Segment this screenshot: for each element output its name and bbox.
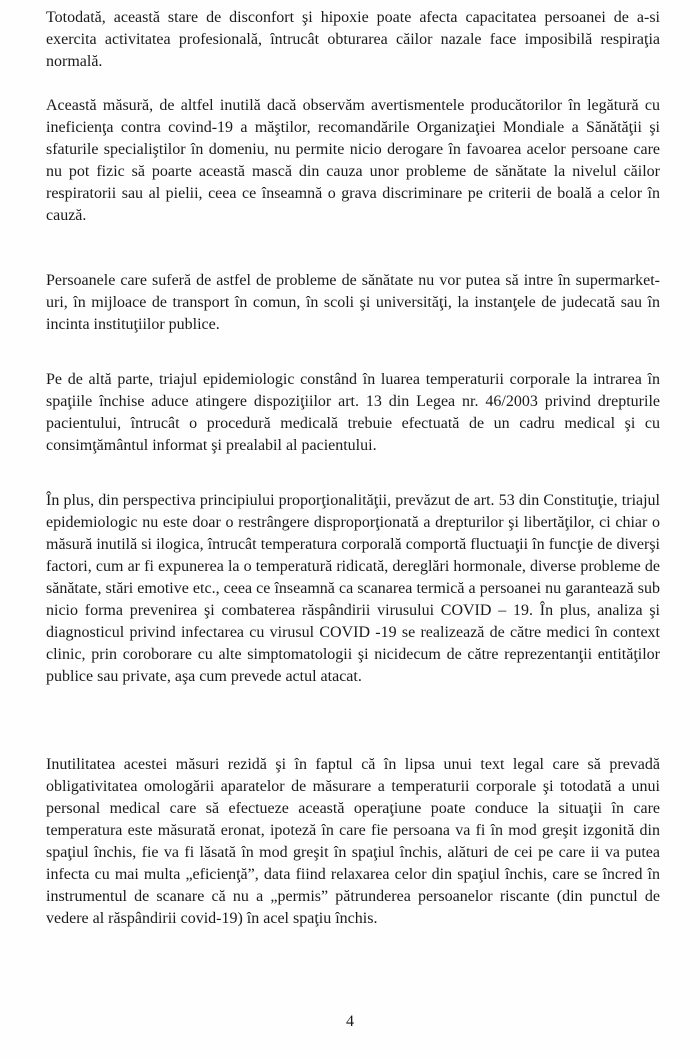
- paragraph-access-restrictions: Persoanele care suferă de astfel de probleme de sănătate nu vor putea să intre în supermarket-uri, în mijloace de transport în comun, în scoli şi universităţi, la instanţele de judecată sau în incinta instituţiilor publice.: [46, 272, 660, 333]
- paragraph-proportionality: În plus, din perspectiva principiului proporţionalităţii, prevăzut de art. 53 din Constituţie, triajul epidemiologic nu este doar o restrângere disproporţionată a drepturilor şi libertăţilor, ci chiar o măsură inutilă si ilogica, întrucât temperatura corporală comportă fluctuaţii în funcţie de diverşi factori, cum ar fi expunerea la o temperatură ridicată, dereglări hormonale, diverse probleme de sănătate, stări emotive etc., ceea ce înseamnă ca scanarea termică a persoanei nu garantează sub nicio forma prevenirea şi combaterea răspândirii virusului COVID – 19. În plus, analiza şi diagnosticul privind infectarea cu virusul COVID -19 se realizează de către medici în context clinic, prin coroborare cu alte simptomatologii şi nicidecum de către reprezentanţii entităţilor publice sau private, aşa cum prevede actul atacat.: [46, 492, 660, 685]
- paragraph-hypoxia: Totodată, această stare de disconfort şi hipoxie poate afecta capacitatea persoanei de a-si exercita activitatea profesională, întrucât obturarea căilor nazale face imposibilă respiraţia normală.: [46, 9, 660, 70]
- paragraph-epidemiological-triage: Pe de altă parte, triajul epidemiologic constând în luarea temperaturii corporale la intrarea în spaţiile închise aduce atingere dispoziţiilor art. 13 din Legea nr. 46/2003 privind drepturile pacientului, întrucât o procedură medicală trebuie efectuată de un cadru medical şi cu consimţământul informat şi prealabil al pacientului.: [46, 371, 660, 454]
- paragraph-mask-measure: Această măsură, de altfel inutilă dacă observăm avertismentele producătorilor în legătură cu ineficienţa contra covind-19 a măştilor, recomandările Organizaţiei Mondiale a Sănătăţii şi sfaturile specialiştilor în domeniu, nu permite nicio derogare în favoarea acelor persoane care nu pot fizic să poarte această mască din cauza unor probleme de sănătate la nivelul căilor respiratorii sau al pielii, ceea ce înseamnă o grava discriminare pe criterii de boală a celor în cauză.: [46, 97, 660, 224]
- paragraph-measurement-uselessness: Inutilitatea acestei măsuri rezidă şi în faptul că în lipsa unui text legal care să prevadă obligativitatea omologării aparatelor de măsurare a temperaturii corporale şi totodată a unui personal medical care să efectueze această operaţiune poate conduce la situaţii în care temperatura este măsurată eronat, ipoteză în care fie persoana va fi în mod greşit izgonită din spaţiul închis, fie va fi lăsată în mod greşit în spaţiul închis, alături de cei pe care ii va putea infecta cu mai multa „eficienţă”, data fiind relaxarea celor din spaţiul închis, care se încred în instrumentul de scanare că nu a „permis” pătrunderea persoanelor riscante (din punctul de vedere al răspândirii covid-19) în acel spaţiu închis.: [46, 756, 660, 927]
- page-number: 4: [346, 1013, 354, 1030]
